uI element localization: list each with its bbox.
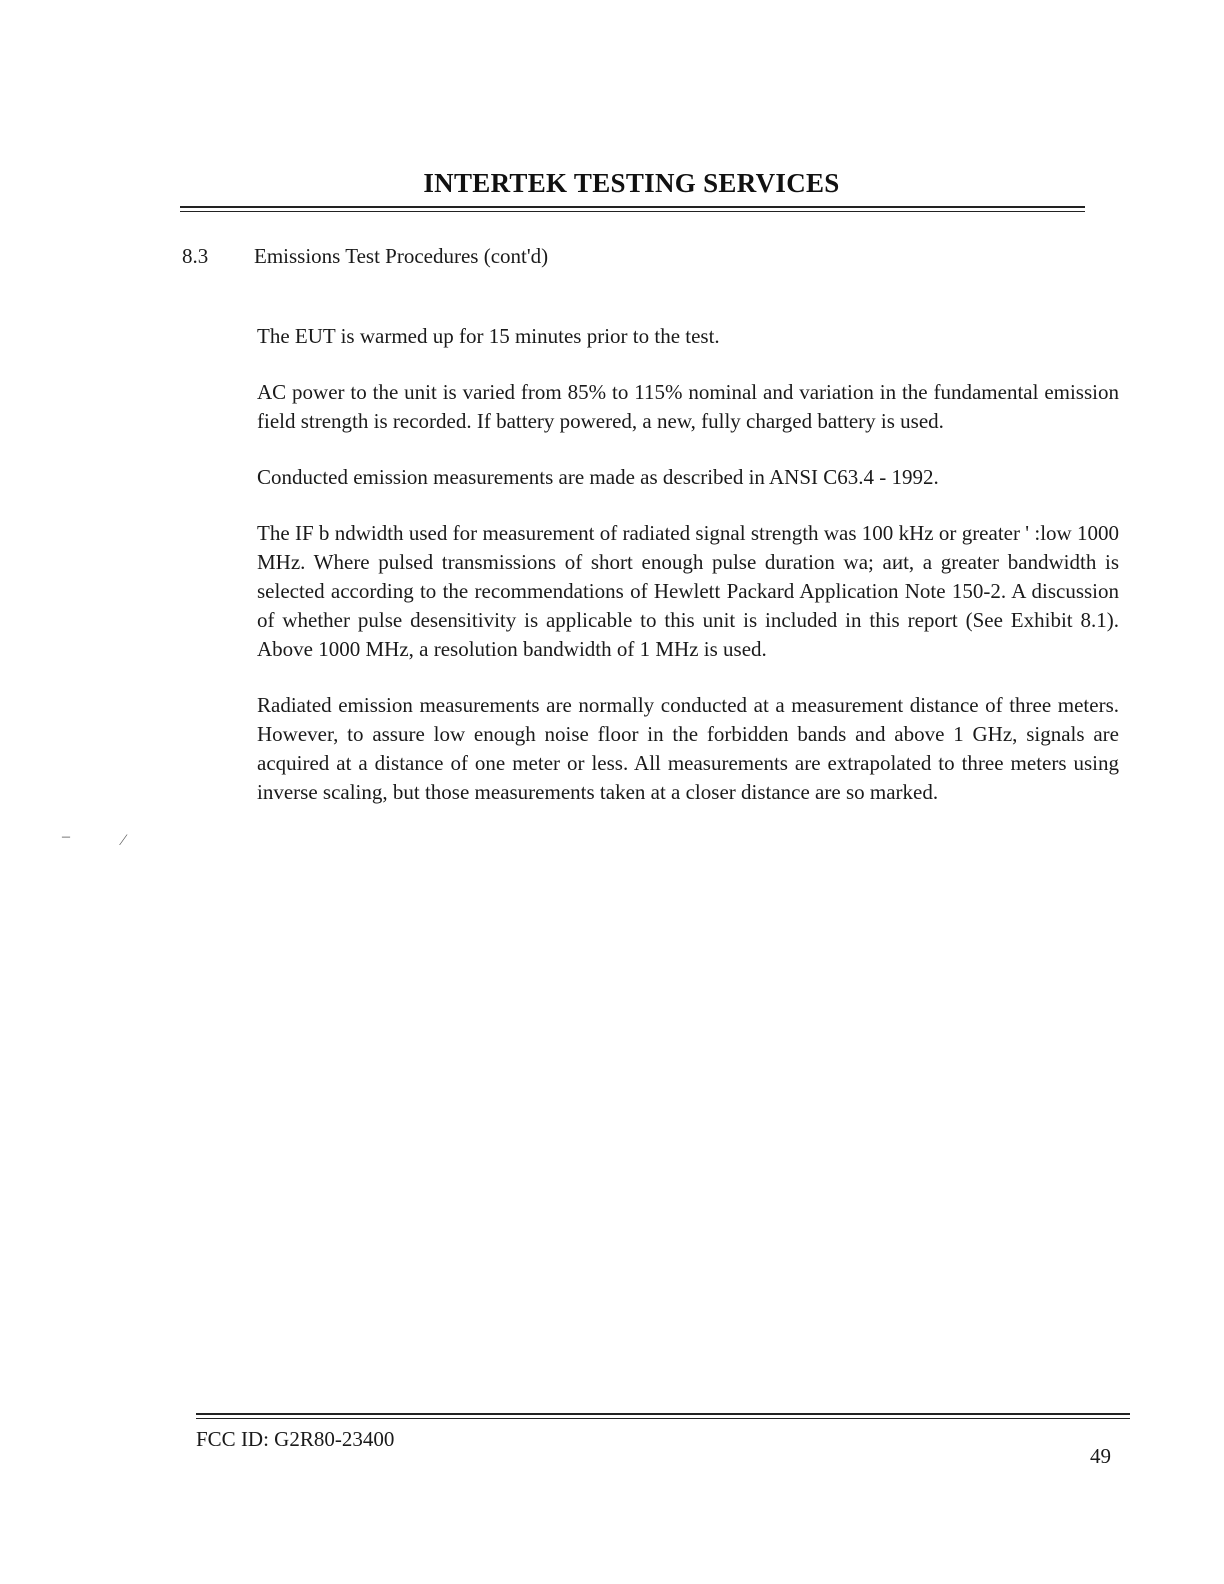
scan-mark: – xyxy=(62,828,70,845)
footer-rule-thin xyxy=(196,1418,1130,1419)
header-rule-thin xyxy=(180,211,1085,212)
paragraph-if-bandwidth: The IF b ndwidth used for measurement of radiated signal strength was 100 kHz or greater ' :low 1000 MHz. Where pulsed transmissions of short enough pulse duration wa; аиt, a greater bandwidth is selected according to the recommendations of Hewlett Packard Application Note 150-2. A discussion of whether pulse desensitivity is applicable to this unit is included in this report (See Exhibit 8.1). Above 1000 MHz, a resolution bandwidth of 1 MHz is used. xyxy=(257,521,1119,661)
paragraph-warmup: The EUT is warmed up for 15 minutes prior to the test. xyxy=(257,324,720,348)
section-number: 8.3 xyxy=(182,244,209,268)
fcc-id: FCC ID: G2R80-23400 xyxy=(196,1427,395,1451)
paragraph-ac-power: AC power to the unit is varied from 85% to 115% nominal and variation in the fundamental emission field strength is recorded. If battery powered, a new, fully charged battery is used. xyxy=(257,380,1119,433)
section-title: Emissions Test Procedures (cont'd) xyxy=(254,244,549,268)
scan-mark: ⁄ xyxy=(122,832,125,849)
header-rule xyxy=(180,206,1085,208)
paragraph-conducted-emission: Conducted emission measurements are made as described in ANSI C63.4 - 1992. xyxy=(257,465,939,489)
section-heading xyxy=(182,244,548,269)
page-number: 49 xyxy=(1090,1444,1111,1468)
header-title: INTERTEK TESTING SERVICES xyxy=(423,168,840,198)
paragraph-radiated-emission: Radiated emission measurements are normally conducted at a measurement distance of three meters. However, to assure low enough noise floor in the forbidden bands and above 1 GHz, signals are acquired at a distance of one meter or less. All measurements are extrapolated to three meters using inverse scaling, but those measurements taken at a closer distance are so marked. xyxy=(257,693,1119,804)
footer-rule xyxy=(196,1413,1130,1415)
body-text xyxy=(257,322,1119,834)
